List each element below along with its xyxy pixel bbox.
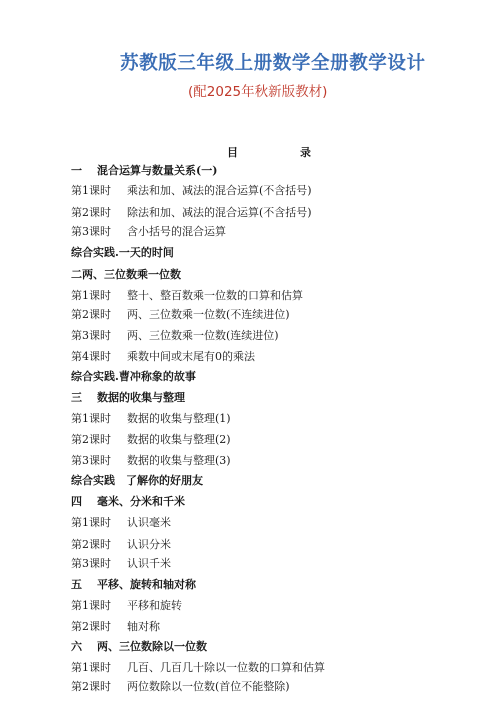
toc-item-text: 数据的收集与整理(3) [127, 454, 231, 467]
toc-lesson [71, 412, 231, 425]
toc-item-number: 六 [71, 640, 82, 653]
toc-item-text: 综合实践 了解你的好朋友 [71, 474, 203, 487]
toc-heading-char-2: 录 [300, 146, 311, 159]
toc-section [71, 268, 181, 281]
toc-item-text: 乘法和加、减法的混合运算(不含括号) [127, 184, 312, 197]
toc-lesson [71, 184, 312, 197]
toc-lesson [71, 680, 290, 693]
toc-lesson [71, 516, 171, 529]
toc-item-number: 第1课时 [71, 289, 111, 302]
toc-item-number: 第2课时 [71, 680, 111, 693]
toc-item-text: 混合运算与数量关系(一) [97, 164, 218, 177]
toc-item-text: 两、三位数乘一位数(不连续进位) [127, 308, 290, 321]
toc-item-text: 综合实践.曹冲称象的故事 [71, 370, 196, 383]
toc-item-number: 三 [71, 391, 82, 404]
toc-lesson [71, 350, 255, 363]
toc-section [71, 474, 203, 487]
toc-item-text: 毫米、分米和千米 [97, 495, 185, 508]
toc-item-text: 二两、三位数乘一位数 [71, 268, 181, 281]
document-subtitle: (配2025年秋新版教材) [188, 84, 328, 100]
toc-item-text: 除法和加、减法的混合运算(不含括号) [127, 206, 312, 219]
toc-section [71, 246, 174, 259]
toc-heading [227, 144, 311, 160]
toc-lesson [71, 661, 325, 674]
toc-item-text: 两、三位数乘一位数(连续进位) [127, 329, 279, 342]
toc-lesson [71, 225, 226, 238]
toc-item-text: 数据的收集与整理(2) [127, 433, 231, 446]
toc-item-number: 第3课时 [71, 329, 111, 342]
toc-item-number: 第1课时 [71, 184, 111, 197]
toc-section [71, 640, 207, 653]
toc-lesson [71, 433, 231, 446]
toc-item-text: 平移、旋转和轴对称 [97, 578, 196, 591]
toc-lesson [71, 308, 290, 321]
toc-item-number: 第2课时 [71, 308, 111, 321]
toc-item-number: 第3课时 [71, 454, 111, 467]
document-title: 苏教版三年级上册数学全册教学设计 [120, 53, 426, 74]
toc-lesson [71, 620, 160, 633]
toc-section [71, 495, 185, 508]
toc-item-number: 四 [71, 495, 82, 508]
toc-item-number: 第4课时 [71, 350, 111, 363]
toc-item-number: 第3课时 [71, 557, 111, 570]
toc-section [71, 578, 196, 591]
toc-item-text: 数据的收集与整理(1) [127, 412, 231, 425]
toc-item-text: 含小括号的混合运算 [127, 225, 226, 238]
toc-item-text: 综合实践.一天的时间 [71, 246, 174, 259]
toc-section [71, 164, 217, 177]
toc-item-number: 第3课时 [71, 225, 111, 238]
toc-item-text: 认识毫米 [127, 516, 171, 529]
toc-item-text: 平移和旋转 [127, 599, 182, 612]
toc-item-text: 两位数除以一位数(首位不能整除) [127, 680, 290, 693]
toc-item-number: 第1课时 [71, 599, 111, 612]
toc-item-text: 认识千米 [127, 557, 171, 570]
toc-item-text: 轴对称 [127, 620, 160, 633]
toc-item-number: 第1课时 [71, 661, 111, 674]
toc-item-number: 第2课时 [71, 538, 111, 551]
toc-item-text: 认识分米 [127, 538, 171, 551]
toc-item-number: 第2课时 [71, 206, 111, 219]
toc-lesson [71, 289, 303, 302]
toc-lesson [71, 329, 279, 342]
toc-lesson [71, 538, 171, 551]
toc-section [71, 370, 196, 383]
toc-item-number: 第2课时 [71, 620, 111, 633]
toc-item-number: 五 [71, 578, 82, 591]
toc-item-text: 整十、整百数乘一位数的口算和估算 [127, 289, 303, 302]
toc-item-text: 乘数中间或末尾有0的乘法 [127, 350, 255, 363]
toc-item-number: 第2课时 [71, 433, 111, 446]
toc-item-text: 数据的收集与整理 [97, 391, 185, 404]
toc-item-text: 两、三位数除以一位数 [97, 640, 207, 653]
toc-item-number: 第1课时 [71, 516, 111, 529]
toc-lesson [71, 599, 182, 612]
toc-lesson [71, 557, 171, 570]
toc-item-number: 一 [71, 164, 82, 177]
toc-section [71, 391, 185, 404]
toc-item-number: 第1课时 [71, 412, 111, 425]
toc-lesson [71, 206, 312, 219]
toc-heading-char-1: 目 [227, 146, 238, 159]
toc-lesson [71, 454, 231, 467]
toc-item-text: 几百、几百几十除以一位数的口算和估算 [127, 661, 325, 674]
